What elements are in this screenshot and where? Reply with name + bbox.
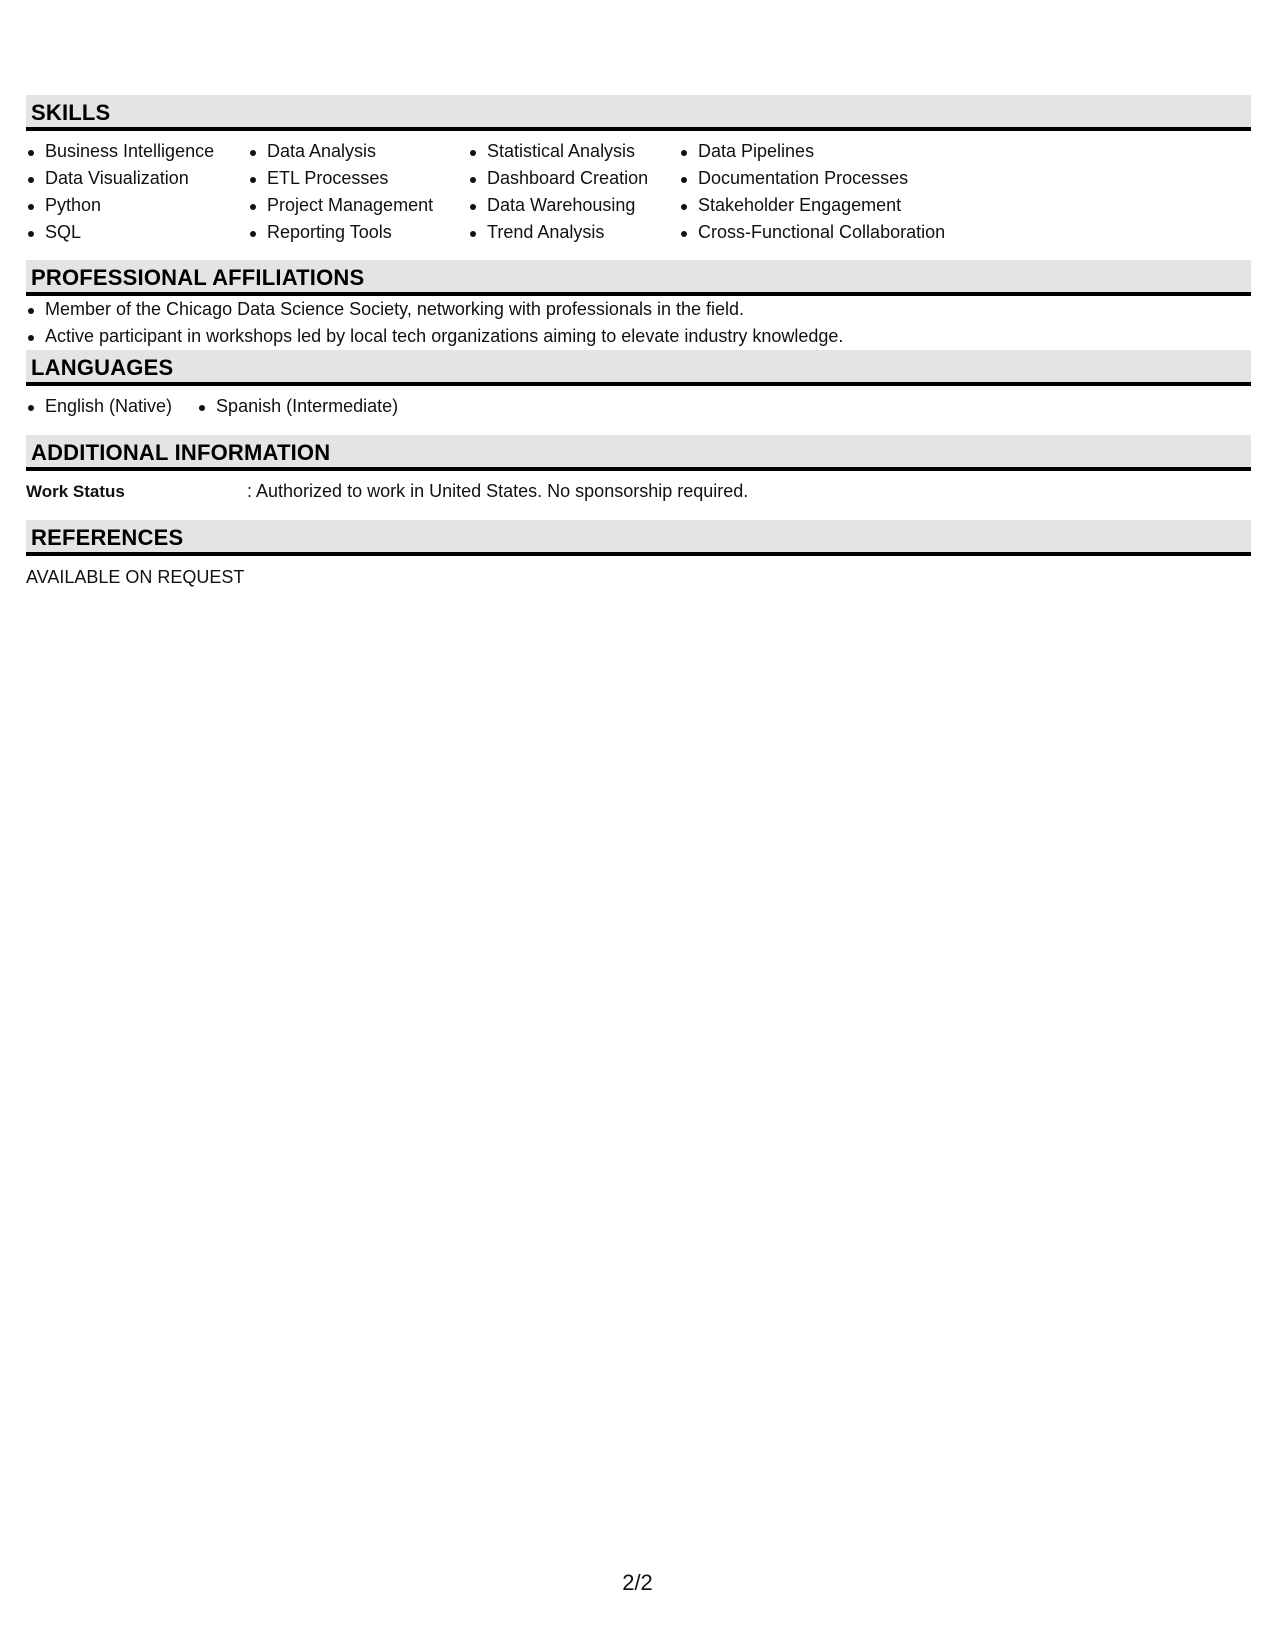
skill-item: Business Intelligence [26,138,248,165]
resume-page [26,95,1251,591]
skill-item: Dashboard Creation [468,165,679,192]
skill-item: Documentation Processes [679,165,979,192]
affiliation-item: Member of the Chicago Data Science Society, networking with professionals in the field. [26,296,1251,323]
references-text: AVAILABLE ON REQUEST [26,567,245,587]
language-item: Spanish (Intermediate) [197,393,398,420]
skill-item: Project Management [248,192,468,219]
skill-item: Data Pipelines [679,138,979,165]
affiliations-list [26,296,1251,350]
languages-row [26,393,1251,420]
skills-section-header: SKILLS [26,95,1251,131]
languages-section-header: LANGUAGES [26,350,1251,386]
skill-item: Data Analysis [248,138,468,165]
skills-column-1 [26,138,248,246]
skill-item: SQL [26,219,248,246]
work-status-value: : Authorized to work in United States. No sponsorship required. [247,481,749,501]
page-number: 2/2 [622,1570,653,1595]
skill-item: Trend Analysis [468,219,679,246]
skills-column-2 [248,138,468,246]
skill-item: Statistical Analysis [468,138,679,165]
references-section-header: REFERENCES [26,520,1251,556]
affiliations-section-header: PROFESSIONAL AFFILIATIONS [26,260,1251,296]
additional-info-section-header: ADDITIONAL INFORMATION [26,435,1251,471]
skill-item: Python [26,192,248,219]
skills-column-4 [679,138,979,246]
skill-item: Data Visualization [26,165,248,192]
skill-item: Reporting Tools [248,219,468,246]
affiliation-item: Active participant in workshops led by local tech organizations aiming to elevate industry knowledge. [26,323,1251,350]
languages-list [26,393,423,420]
skill-item: Stakeholder Engagement [679,192,979,219]
work-status-row [26,478,1251,505]
skill-item: ETL Processes [248,165,468,192]
skill-item: Data Warehousing [468,192,679,219]
skill-item: Cross-Functional Collaboration [679,219,979,246]
work-status-label: Work Status [26,482,125,501]
language-item: English (Native) [26,393,172,420]
skills-column-3 [468,138,679,246]
skills-grid [26,138,1251,246]
